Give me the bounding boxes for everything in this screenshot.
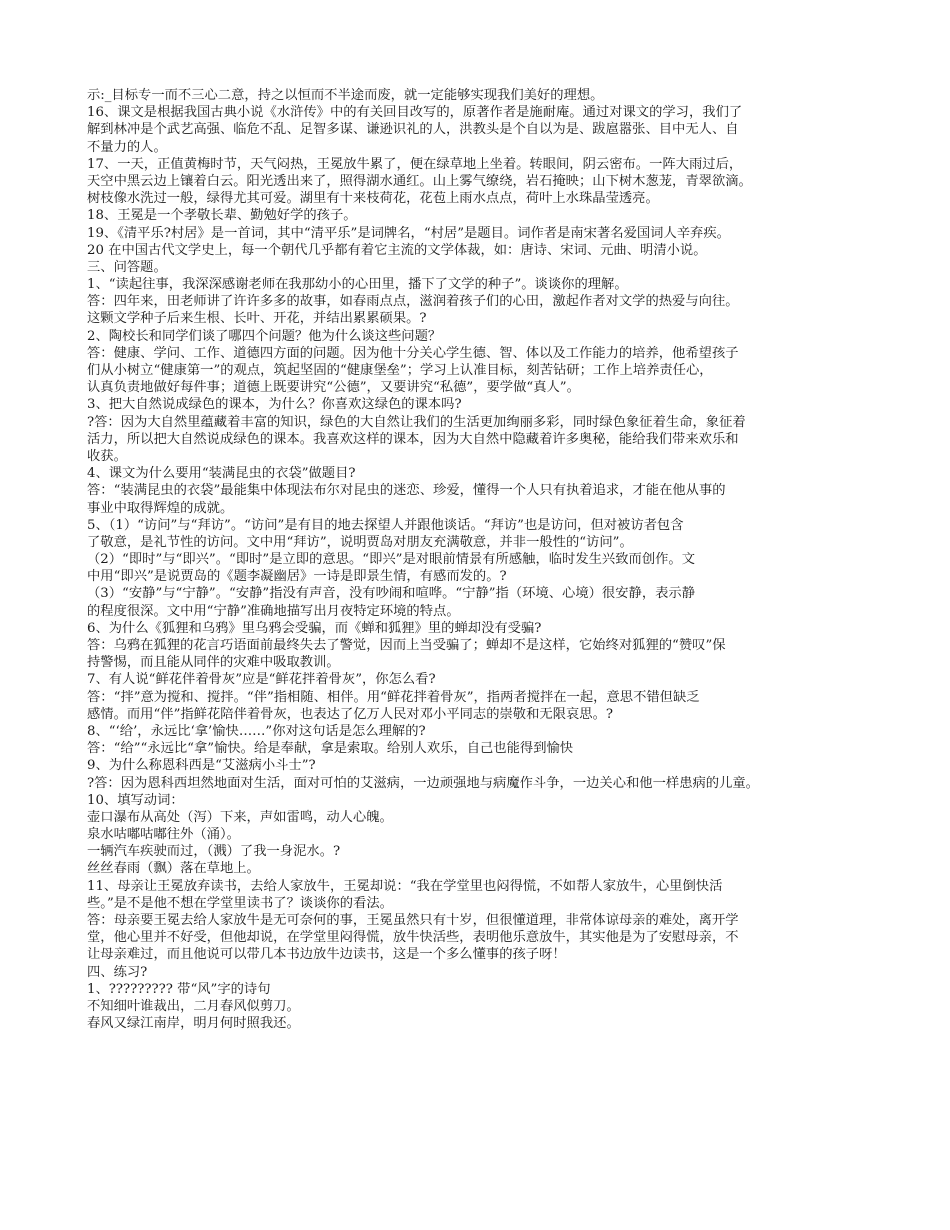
text-line: 不知细叶谁裁出，二月春风似剪刀。 bbox=[87, 998, 300, 1014]
text-line: 8、“‘给’，永远比‘拿’愉快……”你对这句话是怎么理解的? bbox=[87, 723, 426, 739]
text-line: 16、课文是根据我国古典小说《水浒传》中的有关回目改写的，原著作者是施耐庵。通过对课文的学习，我们了 bbox=[87, 105, 743, 121]
text-line: 些。”是不是他不想在学堂里读书了？谈谈你的看法。 bbox=[87, 895, 393, 911]
text-line: 7、有人说“鲜花伴着骨灰”应是“鲜花拌着骨灰”，你怎么看? bbox=[87, 672, 436, 688]
text-line: 11、母亲让王冕放弃读书，去给人家放牛，王冕却说：“我在学堂里也闷得慌，不如帮人家放牛，心里倒快活 bbox=[87, 878, 723, 894]
text-line: 这颗文学种子后来生根、长叶、开花，并结出累累硕果。? bbox=[87, 311, 427, 327]
text-line: ?答：因为大自然里蕴藏着丰富的知识，绿色的大自然让我们的生活更加绚丽多彩，同时绿色象征着生命，象征着 bbox=[87, 414, 746, 430]
text-line: 活力，所以把大自然说成绿色的课本。我喜欢这样的课本，因为大自然中隐藏着许多奥秘，能给我们带来欢乐和 bbox=[87, 431, 739, 447]
text-line: 18、王冕是一个孝敬长辈、勤勉好学的孩子。 bbox=[87, 208, 357, 224]
text-line: 4、课文为什么要用“装满昆虫的衣袋”做题目? bbox=[87, 466, 356, 482]
text-line: （3）“安静”与“宁静”。“安静”指没有声音，没有吵闹和喧哗。“宁静”指（环境、心境）很安静，表示静 bbox=[87, 586, 696, 602]
text-line: 丝丝春雨（飘）落在草地上。 bbox=[87, 861, 260, 877]
text-line: 6、为什么《狐狸和乌鸦》里乌鸦会受骗，而《蝉和狐狸》里的蝉却没有受骗? bbox=[87, 620, 542, 636]
text-line: 持警惕，而且能从同伴的灾难中吸取教训。 bbox=[87, 655, 340, 671]
document-body bbox=[87, 87, 862, 1032]
text-line: 20 在中国古代文学史上，每一个朝代几乎都有着它主流的文学体裁，如：唐诗、宋词、元曲、明清小说。 bbox=[87, 242, 707, 258]
text-line: 让母亲难过，而且他说可以带几本书边放牛边读书，这是一个多么懂事的孩子呀！ bbox=[87, 947, 566, 963]
text-line: 泉水咕嘟咕嘟往外（涌）。 bbox=[87, 827, 240, 843]
text-line: 答：健康、学问、工作、道德四方面的问题。因为他十分关心学生德、智、体以及工作能力的培养，他希望孩子 bbox=[87, 345, 739, 361]
text-line: （2）“即时”与“即兴”。“即时”是立即的意思。“即兴”是对眼前情景有所感触，临时发生兴致而创作。文 bbox=[87, 552, 696, 568]
text-line: 们从小树立“健康第一”的观点，筑起坚固的“健康堡垒”；学习上认准目标，刻苦钻研；工作上培养责任心， bbox=[87, 363, 713, 378]
text-line: 2、陶校长和同学们谈了哪四个问题？他为什么谈这些问题？ bbox=[87, 328, 442, 344]
text-line: 答：“给”“永远比“拿”愉快。给是奉献，拿是索取。给别人欢乐，自己也能得到愉快 bbox=[87, 741, 574, 757]
text-line: 3、把大自然说成绿色的课本，为什么？你喜欢这绿色的课本吗? bbox=[87, 397, 462, 413]
text-line: 感情。而用“伴”指鲜花陪伴着骨灰，也表达了亿万人民对邓小平同志的崇敬和无限哀思。? bbox=[87, 706, 614, 722]
text-line: 答：“装满昆虫的衣袋”最能集中体现法布尔对昆虫的迷恋、珍爱，懂得一个人只有执着追求，才能在他从事的 bbox=[87, 483, 726, 499]
text-line: 认真负责地做好每件事；道德上既要讲究“公德”，又要讲究“私德”，要学做“真人”。 bbox=[87, 380, 580, 396]
text-line: 10、填写动词： bbox=[87, 792, 184, 808]
text-line: 答：母亲要王冕去给人家放牛是无可奈何的事，王冕虽然只有十岁，但很懂道理，非常体谅母亲的难处，离开学 bbox=[87, 913, 739, 928]
text-line: 答：四年来，田老师讲了许许多多的故事，如春雨点点，滋润着孩子们的心田，激起作者对文学的热爱与向往。 bbox=[87, 294, 739, 310]
text-line: 1、“读起往事，我深深感谢老师在我那幼小的心田里，播下了文学的种子”。谈谈你的理解。 bbox=[87, 277, 628, 293]
text-line: 三、问答题。 bbox=[87, 259, 167, 275]
text-line: 天空中黑云边上镶着白云。阳光透出来了，照得湖水通红。山上雾气缭绕，岩石掩映；山下树木葱茏，青翠欲滴。 bbox=[87, 173, 752, 189]
text-line: 了敬意，是礼节性的访问。文中用“拜访”，说明贾岛对朋友充满敬意，并非一般性的“访问”。 bbox=[87, 534, 633, 550]
text-line: 1、????????? 带“风”字的诗句 bbox=[87, 981, 271, 997]
text-line: 堂，他心里并不好受，但他却说，在学堂里闷得慌，放牛快活些，表明他乐意放牛，其实他是为了安慰母亲，不 bbox=[87, 930, 739, 946]
text-line: ?答：因为恩科西坦然地面对生活，面对可怕的艾滋病，一边顽强地与病魔作斗争，一边关心和他一样患病的儿童。 bbox=[87, 775, 759, 791]
text-line: 解到林冲是个武艺高强、临危不乱、足智多谋、谦逊识礼的人，洪教头是个自以为是、跋扈嚣张、目中无人、自 bbox=[87, 122, 739, 138]
text-line: 5、（1）“访问”与“拜访”。“访问”是有目的地去探望人并跟他谈话。“拜访”也是访问，但对被访者包含 bbox=[87, 517, 684, 533]
text-line: 17、一天，正值黄梅时节，天气闷热，王冕放牛累了，便在绿草地上坐着。转眼间，阴云密布。一阵大雨过后， bbox=[87, 156, 743, 172]
text-line: 树枝像水洗过一般，绿得尤其可爱。湖里有十来枝荷花，花苞上雨水点点，荷叶上水珠晶莹透亮。 bbox=[87, 191, 659, 207]
text-line: 一辆汽车疾驶而过，（溅）了我一身泥水。? bbox=[87, 844, 341, 860]
text-line: 春风又绿江南岸，明月何时照我还。 bbox=[87, 1016, 300, 1032]
text-line: 答：乌鸦在狐狸的花言巧语面前最终失去了警觉，因而上当受骗了；蝉却不是这样，它始终对狐狸的“赞叹”保 bbox=[87, 638, 726, 653]
text-line: 9、为什么称恩科西是“艾滋病小斗士”? bbox=[87, 758, 316, 774]
text-line: 的程度很深。文中用“宁静”准确地描写出月夜特定环境的特点。 bbox=[87, 603, 460, 619]
text-line: 四、练习? bbox=[87, 964, 148, 980]
text-line: 示:_目标专一而不三心二意，持之以恒而不半途而废，就一定能够实现我们美好的理想。 bbox=[87, 88, 604, 103]
text-line: 收获。 bbox=[87, 448, 127, 464]
text-line: 不量力的人。 bbox=[87, 139, 167, 155]
text-line: 壶口瀑布从高处（泻）下来，声如雷鸣，动人心魄。 bbox=[87, 809, 393, 825]
text-line: 中用“即兴”是说贾岛的《题李凝幽居》一诗是即景生情，有感而发的。? bbox=[87, 569, 507, 585]
text-line: 答：“拌”意为搅和、搅拌。“伴”指相随、相伴。用“鲜花拌着骨灰”，指两者搅拌在一起，意思不错但缺乏 bbox=[87, 689, 700, 705]
text-line: 事业中取得辉煌的成就。 bbox=[87, 500, 234, 516]
text-line: 19、《清平乐?村居》是一首词，其中“清平乐”是词牌名，“村居”是题目。词作者是南宋著名爱国词人辛弃疾。 bbox=[87, 225, 730, 241]
